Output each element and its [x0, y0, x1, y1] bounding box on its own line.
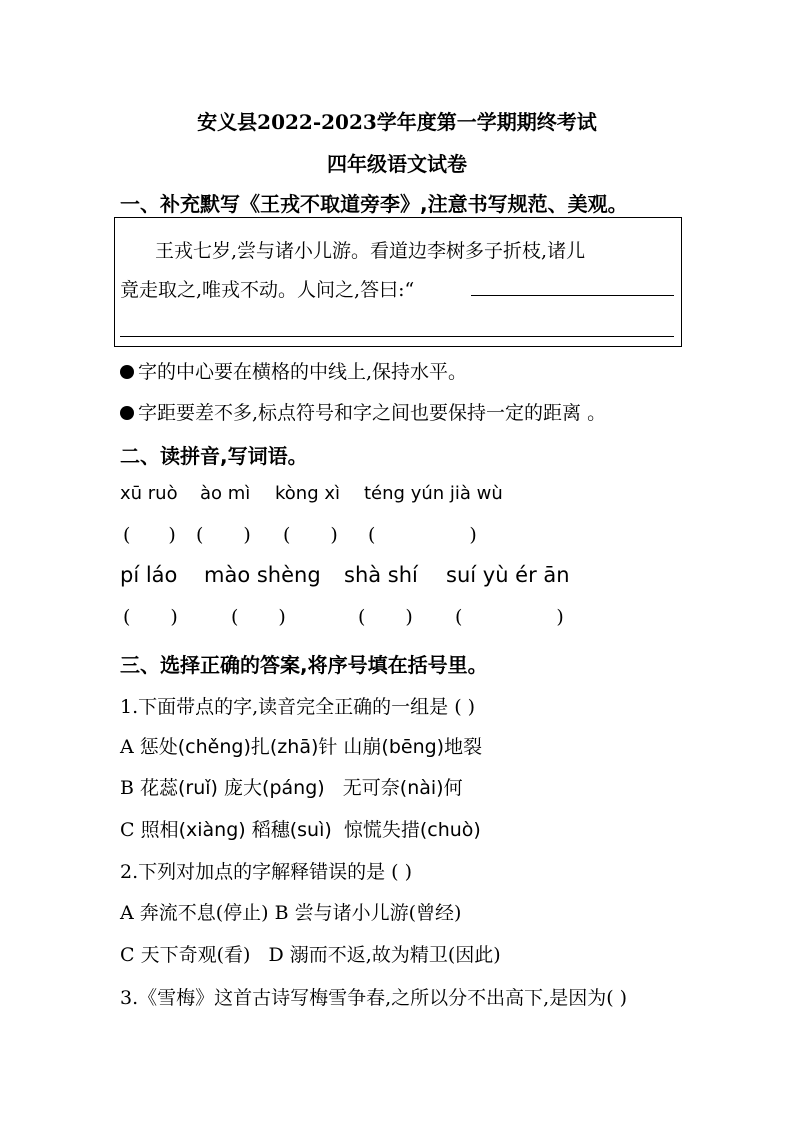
answer-paren-1[interactable]: ( )	[123, 524, 176, 546]
answer-paren-3[interactable]: ( )	[283, 524, 338, 546]
question-3: 3.《雪梅》这首古诗写梅雪争春,之所以分不出高下,是因为( )	[120, 987, 628, 1009]
answer-paren-6[interactable]: ( )	[231, 606, 286, 628]
answer-paren-2[interactable]: ( )	[196, 524, 251, 546]
pinyin-4: téng yún jià wù	[364, 483, 503, 504]
section1-heading: 一、补充默写《王戎不取道旁李》,注意书写规范、美观。	[120, 192, 628, 216]
question-2: 2.下列对加点的字解释错误的是 ( )	[120, 861, 413, 883]
dictation-box	[114, 217, 682, 347]
pinyin-7: shà shí	[344, 563, 418, 587]
answer-paren-8[interactable]: ( )	[455, 606, 564, 628]
exam-title: 安义县2022-2023学年度第一学期期终考试	[197, 110, 597, 134]
q1-option-b: B 花蕊(ruǐ) 庞大(páng) 无可奈(nài)何	[120, 777, 463, 799]
q2-options-ab: A 奔流不息(停止) B 尝与诸小儿游(曾经)	[120, 902, 462, 924]
section3-heading: 三、选择正确的答案,将序号填在括号里。	[120, 653, 488, 677]
answer-paren-7[interactable]: ( )	[358, 606, 413, 628]
bullet-icon	[120, 365, 134, 379]
writing-tip-2: 字距要差不多,标点符号和字之间也要保持一定的距离 。	[120, 398, 606, 425]
pinyin-5: pí láo	[120, 563, 178, 587]
q1-option-a: A 惩处(chěng)扎(zhā)针 山崩(bēng)地裂	[120, 736, 483, 758]
pinyin-2: ào mì	[200, 483, 251, 504]
pinyin-3: kòng xì	[275, 483, 341, 504]
q2-options-cd: C 天下奇观(看) D 溺而不返,故为精卫(因此)	[120, 944, 501, 966]
writing-tip-1: 字的中心要在横格的中线上,保持水平。	[120, 357, 467, 384]
pinyin-8: suí yù ér ān	[446, 563, 570, 587]
dictation-line1: 王戎七岁,尝与诸小儿游。看道边李树多子折枝,诸儿	[155, 240, 586, 262]
bullet-icon	[120, 406, 134, 420]
answer-paren-5[interactable]: ( )	[123, 606, 178, 628]
answer-blank-1[interactable]	[471, 295, 674, 296]
section2-heading: 二、读拼音,写词语。	[120, 444, 308, 468]
answer-paren-4[interactable]: ( )	[368, 524, 477, 546]
dictation-line2: 竟走取之,唯戎不动。人问之,答曰:“	[120, 279, 415, 301]
q1-option-c: C 照相(xiàng) 稻穗(suì) 惊慌失措(chuò)	[120, 819, 481, 841]
pinyin-1: xū ruò	[120, 483, 178, 504]
pinyin-6: mào shèng	[204, 563, 321, 587]
answer-blank-2[interactable]	[120, 336, 674, 337]
exam-subtitle: 四年级语文试卷	[327, 152, 467, 176]
question-1: 1.下面带点的字,读音完全正确的一组是 ( )	[120, 696, 476, 718]
